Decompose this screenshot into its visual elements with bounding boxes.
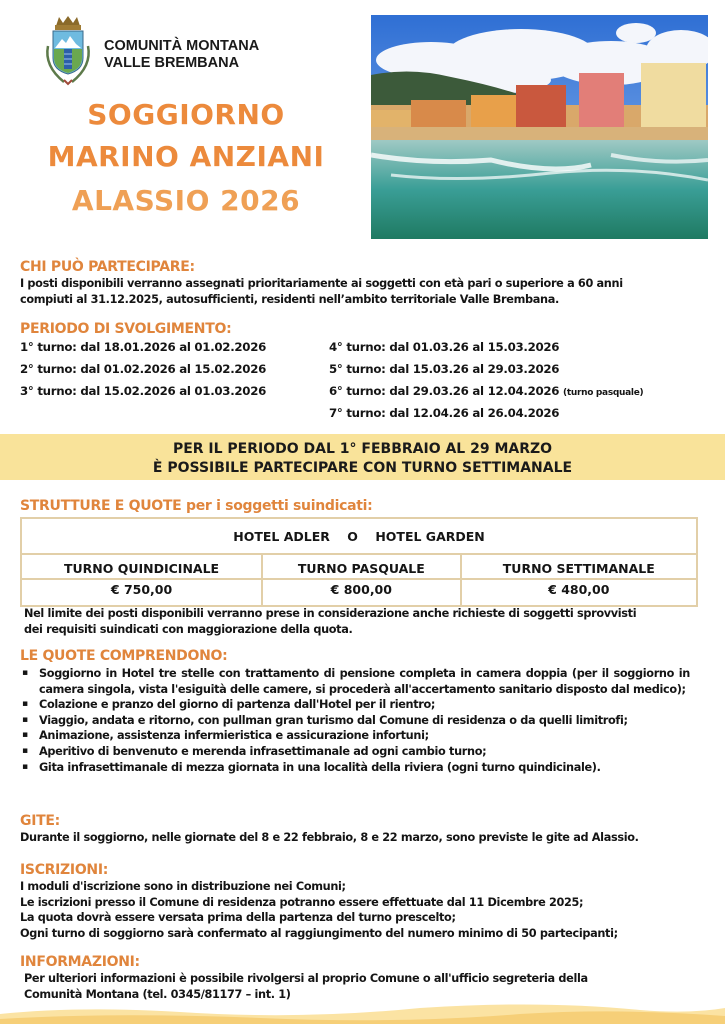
decorative-waves xyxy=(0,1000,725,1024)
turno-item: 7° turno: dal 12.04.26 al 26.04.2026 xyxy=(329,406,560,420)
included-list xyxy=(20,666,690,775)
organization-name xyxy=(104,38,259,72)
banner-line-2: È POSSIBILE PARTECIPARE CON TURNO SETTIMANALE xyxy=(152,460,573,476)
chi-line-1: I posti disponibili verranno assegnati prioritariamente ai soggetti con età pari o superiore a 60 anni xyxy=(20,277,623,290)
section-heading-informazioni: INFORMAZIONI: xyxy=(20,954,140,970)
column-header-settimanale: TURNO SETTIMANALE xyxy=(461,554,697,579)
section-heading-periodo: PERIODO DI SVOLGIMENTO: xyxy=(20,321,232,337)
hotels-cell: HOTEL ADLER O HOTEL GARDEN xyxy=(21,518,697,554)
chi-line-2: compiuti al 31.12.2025, autosufficienti, residenti nell’ambito territoriale Valle Brembana. xyxy=(20,293,559,306)
iscrizioni-line: I moduli d'iscrizione sono in distribuzione nei Comuni; xyxy=(20,880,346,893)
section-heading-iscrizioni: ISCRIZIONI: xyxy=(20,862,109,878)
turno-item: 2° turno: dal 01.02.2026 al 15.02.2026 xyxy=(20,362,267,376)
column-header-quindicinale: TURNO QUINDICINALE xyxy=(21,554,262,579)
section-heading-comprendono: LE QUOTE COMPRENDONO: xyxy=(20,648,228,664)
weekly-turn-banner xyxy=(0,434,725,480)
list-item: ▪ Soggiorno in Hotel tre stelle con trattamento di pensione completa in camera doppia (per il soggiorno in camera singola, vista l'esiguità delle camere, si procederà all'accertamento sanitario disposto dal medico); xyxy=(20,666,690,697)
turno-item: 4° turno: dal 01.03.26 al 15.03.2026 xyxy=(329,340,560,354)
column-header-pasquale: TURNO PASQUALE xyxy=(262,554,461,579)
section-heading-chi: CHI PUÒ PARTECIPARE: xyxy=(20,259,195,275)
informazioni-line-1: Per ulteriori informazioni è possibile rivolgersi al proprio Comune o all'ufficio segreteria della xyxy=(24,972,588,985)
crown-icon xyxy=(55,16,81,30)
list-item: ▪ Gita infrasettimanale di mezza giornata in una località della riviera (ogni turno quindicinale). xyxy=(20,760,690,776)
turno-6-text: 6° turno: dal 29.03.26 al 12.04.2026 xyxy=(329,384,560,398)
iscrizioni-line: La quota dovrà essere versata prima della partenza del turno prescelto; xyxy=(20,911,456,924)
turno-item: 5° turno: dal 15.03.26 al 29.03.2026 xyxy=(329,362,560,376)
org-line-1: COMUNITÀ MONTANA xyxy=(104,38,260,54)
org-line-2: VALLE BREMBANA xyxy=(104,55,240,71)
list-item: ▪ Animazione, assistenza infermieristica e assicurazione infortuni; xyxy=(20,728,690,744)
turni-column-left xyxy=(20,336,266,402)
strutture-heading-strong: STRUTTURE E QUOTE xyxy=(20,498,182,514)
price-pasquale: € 800,00 xyxy=(262,579,461,606)
turno-pasquale-note: (turno pasquale) xyxy=(563,388,644,398)
quote-table xyxy=(20,517,698,607)
iscrizioni-line: Le iscrizioni presso il Comune di residenza potranno essere effettuate dal 11 Dicembre 2025; xyxy=(20,895,584,909)
list-item: ▪ Viaggio, andata e ritorno, con pullman gran turismo dal Comune di residenza o da quelli limitrofi; xyxy=(20,713,690,729)
turno-item: 1° turno: dal 18.01.2026 al 01.02.2026 xyxy=(20,340,267,354)
shield-icon xyxy=(53,31,83,74)
price-quindicinale: € 750,00 xyxy=(21,579,262,606)
iscrizioni-text xyxy=(20,879,618,941)
chi-text xyxy=(20,276,623,308)
list-item: ▪ Aperitivo di benvenuto e merenda infrasettimanale ad ogni cambio turno; xyxy=(20,744,690,760)
turni-column-right xyxy=(329,336,643,424)
turno-item-6 xyxy=(329,380,643,402)
strutture-heading-rest: per i soggetti suindicati: xyxy=(181,498,373,514)
strutture-note-line-1: Nel limite dei posti disponibili verranno prese in considerazione anche richieste di soggetti sprovvisti xyxy=(24,607,637,620)
price-settimanale: € 480,00 xyxy=(461,579,697,606)
gite-text: Durante il soggiorno, nelle giornate del 8 e 22 febbraio, 8 e 22 marzo, sono previste le gite ad Alassio. xyxy=(20,831,639,844)
informazioni-line-2: Comunità Montana (tel. 0345/81177 – int. 1) xyxy=(24,988,291,1001)
iscrizioni-line: Ogni turno di soggiorno sarà confermato al raggiungimento del numero minimo di 50 partecipanti; xyxy=(20,926,618,940)
title-line-1: SOGGIORNO xyxy=(87,98,285,131)
coat-of-arms-logo xyxy=(40,14,96,88)
informazioni-text xyxy=(24,971,588,1003)
list-item: ▪ Colazione e pranzo del giorno di partenza dall'Hotel per il rientro; xyxy=(20,697,690,713)
strutture-note xyxy=(24,606,636,638)
title-line-3: ALASSIO 2026 xyxy=(71,184,301,217)
title-line-2: MARINO ANZIANI xyxy=(47,140,325,173)
turno-item: 3° turno: dal 15.02.2026 al 01.03.2026 xyxy=(20,384,267,398)
alassio-beach-photo xyxy=(371,15,708,239)
banner-line-1: PER IL PERIODO DAL 1° FEBBRAIO AL 29 MARZO xyxy=(172,441,553,457)
section-heading-gite: GITE: xyxy=(20,813,60,829)
strutture-note-line-2: dei requisiti suindicati con maggiorazione della quota. xyxy=(24,623,353,636)
section-heading-strutture xyxy=(20,498,372,514)
